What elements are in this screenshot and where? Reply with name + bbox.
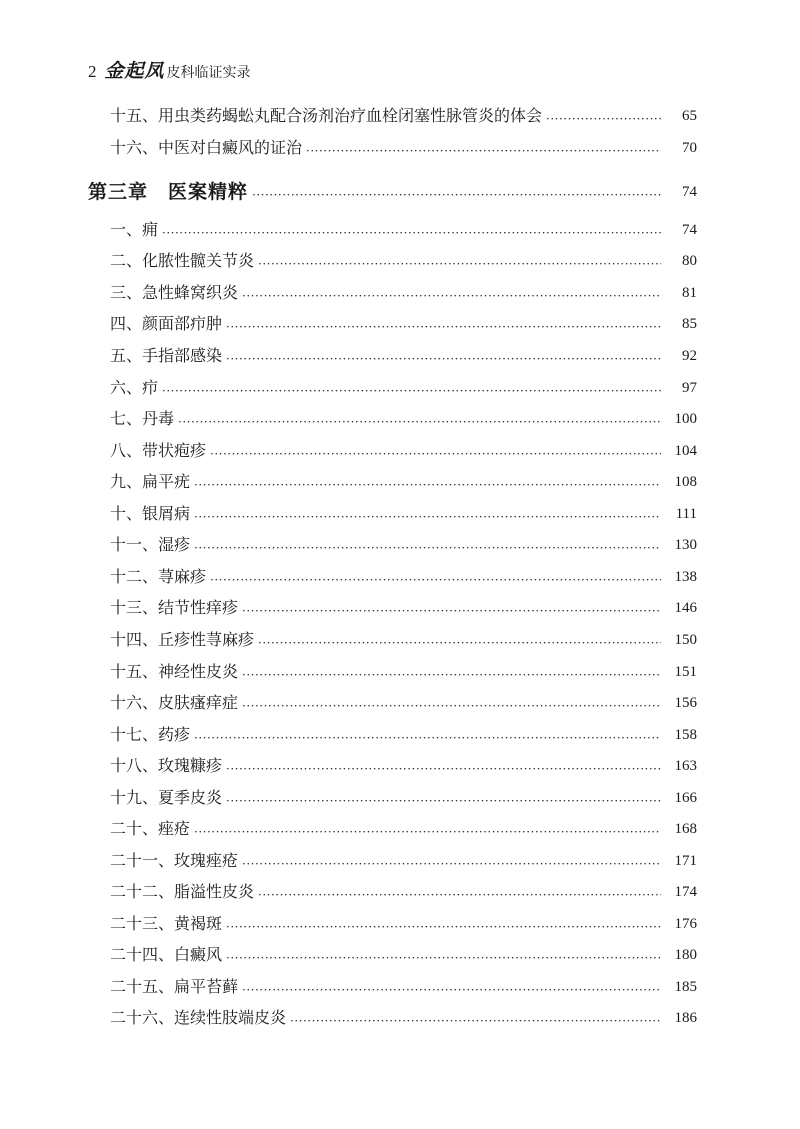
dot-leader [226,914,661,934]
toc-entry-title: 七、丹毒 [110,409,175,428]
toc-page-number: 156 [674,695,697,711]
toc-page-number: 80 [682,253,697,269]
toc-page-number: 81 [682,285,697,301]
toc-page-number: 138 [674,569,697,585]
toc-entry-title: 二十五、扁平苔藓 [110,977,239,996]
dot-leader [194,725,661,745]
toc-row [0,340,697,366]
toc-row [0,498,697,524]
dot-leader [226,945,661,965]
toc-page-number: 97 [682,380,697,396]
toc-page-number: 166 [674,790,697,806]
dot-leader [194,504,661,524]
toc-entry-title: 二十一、玫瑰痤疮 [110,851,239,870]
running-header [88,56,251,83]
toc-entry-title: 二十四、白癜风 [110,945,223,964]
toc-row [0,435,697,461]
toc-page-number: 74 [682,222,697,238]
dot-leader [258,251,661,271]
dot-leader [306,138,661,158]
dot-leader [226,314,661,334]
toc-entry-title: 十八、玫瑰糠疹 [110,756,223,775]
toc-entry-title: 二十、痤疮 [110,819,191,838]
toc-row [0,908,697,934]
toc-entry-title: 十七、药疹 [110,725,191,744]
toc-entry-title: 四、颜面部疖肿 [110,314,223,333]
toc-entry-title: 三、急性蜂窝织炎 [110,283,239,302]
toc-page-number: 65 [682,108,697,124]
toc-entry-title: 十三、结节性痒疹 [110,598,239,617]
toc-entry-title: 十九、夏季皮炎 [110,788,223,807]
dot-leader [258,882,661,902]
dot-leader [194,472,661,492]
toc-row [0,876,697,902]
toc-row [0,561,697,587]
toc-page-number: 150 [674,632,697,648]
toc-entry-title: 六、疖 [110,378,159,397]
toc-page-number: 146 [674,600,697,616]
toc-entry-title: 十、银屑病 [110,504,191,523]
toc-entry-title: 十六、皮肤瘙痒症 [110,693,239,712]
dot-leader [194,535,661,555]
toc-entry-title: 第三章 医案精粹 [88,181,249,203]
toc-row [0,687,697,713]
toc-row [0,1002,697,1028]
toc-page-number: 158 [674,727,697,743]
toc-row [0,782,697,808]
toc-entry-title: 九、扁平疣 [110,472,191,491]
toc-row [0,624,697,650]
toc-entry-title: 二十二、脂溢性皮炎 [110,882,255,901]
toc-entry-title: 十二、荨麻疹 [110,567,207,586]
dot-leader [258,630,661,650]
toc-entry-title: 十四、丘疹性荨麻疹 [110,630,255,649]
dot-leader [252,182,661,202]
toc-row [0,971,697,997]
dot-leader [210,441,661,461]
toc-row [0,100,697,126]
dot-leader [242,693,661,713]
toc-entry-title: 五、手指部感染 [110,346,223,365]
toc-page-number: 74 [682,184,697,200]
dot-leader [242,598,661,618]
dot-leader [194,819,661,839]
toc-row [0,719,697,745]
toc-page-number: 100 [674,411,697,427]
dot-leader [226,346,661,366]
toc-chapter-row [0,176,697,202]
dot-leader [210,567,661,587]
dot-leader [226,788,661,808]
toc-page-number: 92 [682,348,697,364]
toc-page-number: 186 [674,1010,697,1026]
book-brand: 金起凤 [104,60,165,82]
dot-leader [242,851,661,871]
toc-entry-title: 十一、湿疹 [110,535,191,554]
toc-row [0,813,697,839]
dot-leader [242,283,661,303]
toc-entry-title: 一、痈 [110,220,159,239]
toc-entry-title: 十五、神经性皮炎 [110,662,239,681]
toc-entry-title: 二十三、黄褐斑 [110,914,223,933]
toc-row [0,277,697,303]
toc-page-number: 104 [674,443,697,459]
toc-entry-title: 十六、中医对白癜风的证治 [110,138,303,157]
toc-entry-title: 十五、用虫类药蝎蚣丸配合汤剂治疗血栓闭塞性脉管炎的体会 [110,106,543,125]
toc-row [0,466,697,492]
toc-entry-title: 二、化脓性髋关节炎 [110,251,255,270]
toc-page-number: 70 [682,140,697,156]
dot-leader [178,409,661,429]
toc-page-number: 168 [674,821,697,837]
dot-leader [242,662,661,682]
toc-page-number: 108 [674,474,697,490]
toc-page-number: 180 [674,947,697,963]
toc-page-number: 130 [674,537,697,553]
toc-row [0,845,697,871]
toc-row [0,750,697,776]
toc-page-number: 174 [674,884,697,900]
dot-leader [162,220,661,240]
toc-page-number: 151 [674,664,697,680]
toc-row [0,592,697,618]
toc-row [0,656,697,682]
toc-row [0,132,697,158]
page-number: 2 [88,62,97,81]
book-subtitle: 皮科临证实录 [166,65,251,81]
toc-row [0,939,697,965]
dot-leader [226,756,661,776]
dot-leader [242,977,661,997]
toc-row [0,308,697,334]
toc-page-number: 185 [674,979,697,995]
toc-page-number: 111 [675,506,697,522]
toc-entry-title: 二十六、连续性肢端皮炎 [110,1008,287,1027]
toc-row [0,245,697,271]
toc-row [0,372,697,398]
toc-page-number: 176 [674,916,697,932]
toc-entry-title: 八、带状疱疹 [110,441,207,460]
dot-leader [290,1008,661,1028]
toc-row [0,214,697,240]
toc-row [0,403,697,429]
toc-page-number: 171 [674,853,697,869]
dot-leader [546,106,661,126]
toc-row [0,529,697,555]
toc-page-number: 85 [682,316,697,332]
dot-leader [162,378,661,398]
toc-page-number: 163 [674,758,697,774]
